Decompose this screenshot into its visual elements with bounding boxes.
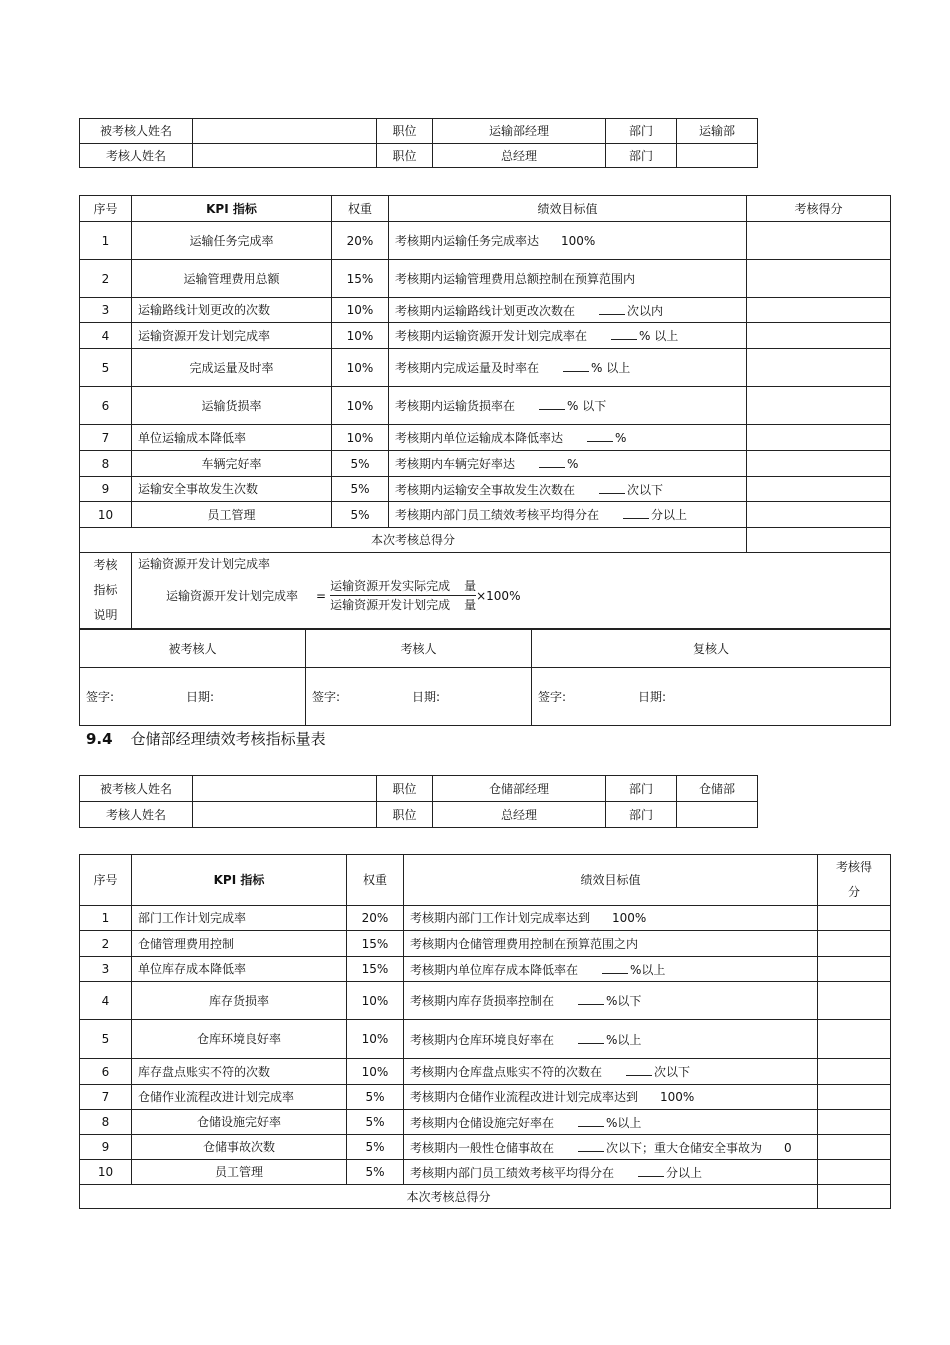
sign-table (79, 629, 891, 726)
row-score-field[interactable] (818, 906, 891, 931)
date-label: 日期: (186, 689, 215, 704)
table-row (80, 1059, 891, 1085)
row-weight: 10% (332, 387, 389, 425)
target-unit-2: 0 (784, 1140, 792, 1155)
appraiser-name-field[interactable] (193, 802, 377, 828)
fill-blank[interactable] (578, 1115, 604, 1127)
row-score-field[interactable] (818, 982, 891, 1020)
row-kpi: 库存货损率 (132, 982, 347, 1020)
formula-den-unit: 量 (464, 598, 477, 612)
position-value: 仓储部经理 (433, 776, 606, 802)
total-score-field[interactable] (747, 528, 891, 553)
target-unit: % (615, 431, 627, 445)
row-weight: 10% (347, 1020, 404, 1059)
row-target (404, 1135, 818, 1160)
t1-info-table (79, 118, 758, 168)
row-weight: 5% (332, 502, 389, 528)
table-row (80, 222, 891, 260)
label-appraiser-name: 考核人姓名 (80, 144, 193, 168)
row-score-field[interactable] (818, 1160, 891, 1185)
explain-label: 考核 指标 说明 (80, 553, 132, 629)
col-weight: 权重 (332, 196, 389, 222)
fill-blank[interactable] (638, 1165, 664, 1177)
row-weight: 15% (347, 931, 404, 957)
row-no: 2 (80, 931, 132, 957)
fill-blank[interactable] (539, 398, 565, 410)
formula-den: 运输资源开发计划完成 (330, 598, 451, 612)
row-target (404, 1085, 818, 1110)
row-kpi: 部门工作计划完成率 (132, 906, 347, 931)
table-row (80, 1135, 891, 1160)
row-weight: 5% (332, 477, 389, 502)
row-score-field[interactable] (747, 260, 891, 298)
row-kpi: 完成运量及时率 (132, 349, 332, 387)
fill-blank[interactable] (563, 360, 589, 372)
target-text: 考核期内仓库盘点账实不符的次数在 (410, 1065, 603, 1079)
position-value: 总经理 (433, 144, 606, 168)
row-target (389, 387, 747, 425)
target-unit: % 以下 (567, 399, 607, 413)
table-row (80, 477, 891, 502)
table-row (80, 1160, 891, 1185)
row-score-field[interactable] (747, 222, 891, 260)
row-score-field[interactable] (818, 931, 891, 957)
row-score-field[interactable] (747, 323, 891, 349)
fill-blank[interactable] (578, 993, 604, 1005)
total-score-label: 本次考核总得分 (80, 1185, 818, 1209)
row-score-field[interactable] (747, 477, 891, 502)
col-kpi: KPI 指标 (132, 196, 332, 222)
row-target (404, 982, 818, 1020)
target-unit: % (567, 457, 579, 471)
sign-cell-reviewer[interactable] (532, 668, 891, 726)
label-department: 部门 (606, 119, 677, 144)
target-text: 考核期内一般性仓储事故在 (410, 1140, 555, 1155)
date-label: 日期: (638, 689, 667, 704)
label-department: 部门 (606, 144, 677, 168)
row-score-field[interactable] (818, 1020, 891, 1059)
table-row (80, 387, 891, 425)
row-score-field[interactable] (747, 425, 891, 451)
row-no: 3 (80, 298, 132, 323)
row-weight: 15% (332, 260, 389, 298)
target-text: 考核期内部门工作计划完成率达到 (410, 911, 591, 925)
fill-blank[interactable] (539, 456, 565, 468)
row-target (389, 323, 747, 349)
row-target (389, 502, 747, 528)
row-kpi: 员工管理 (132, 1160, 347, 1185)
target-unit: % 以上 (639, 329, 679, 343)
row-no: 4 (80, 982, 132, 1020)
row-target (404, 957, 818, 982)
row-score-field[interactable] (747, 451, 891, 477)
target-text: 考核期内仓库环境良好率在 (410, 1032, 555, 1047)
row-no: 7 (80, 1085, 132, 1110)
row-weight: 5% (347, 1110, 404, 1135)
sign-cell-appraisee[interactable] (80, 668, 306, 726)
table-row (80, 323, 891, 349)
department-value: 仓储部 (677, 776, 758, 802)
date-label: 日期: (412, 689, 441, 704)
target-unit: 次以下 (627, 482, 664, 497)
target-unit: %以上 (630, 962, 666, 977)
department-field[interactable] (677, 802, 758, 828)
table-row (80, 982, 891, 1020)
target-text: 考核期内运输管理费用总额控制在预算范围内 (395, 271, 636, 286)
target-text: 考核期内部门员工绩效考核平均得分在 (395, 508, 600, 522)
row-weight: 5% (347, 1135, 404, 1160)
col-score-line1: 考核得 (835, 860, 872, 874)
row-score-field[interactable] (747, 349, 891, 387)
table-row (80, 349, 891, 387)
table-row (80, 957, 891, 982)
label-appraisee-name: 被考核人姓名 (80, 776, 193, 802)
row-no: 1 (80, 222, 132, 260)
row-kpi: 车辆完好率 (132, 451, 332, 477)
fill-blank[interactable] (599, 303, 625, 315)
row-target (404, 931, 818, 957)
section-title-text: 仓储部经理绩效考核指标量表 (130, 730, 326, 748)
appraisee-name-field[interactable] (193, 119, 377, 144)
table-row (80, 451, 891, 477)
row-score-field[interactable] (747, 387, 891, 425)
row-target (389, 222, 747, 260)
row-no: 1 (80, 906, 132, 931)
sign-label: 签字: (312, 689, 341, 704)
fill-blank[interactable] (611, 328, 637, 340)
row-target (389, 451, 747, 477)
target-unit: 100% (660, 1090, 695, 1104)
fill-blank[interactable] (599, 482, 625, 494)
target-text: 考核期内运输任务完成率达 (395, 233, 540, 248)
sign-cell-appraiser[interactable] (306, 668, 532, 726)
row-kpi: 仓储管理费用控制 (132, 931, 347, 957)
formula-num-unit: 量 (464, 579, 477, 593)
row-score-field[interactable] (818, 1135, 891, 1160)
section-number: 9.4 (86, 730, 113, 748)
target-text: 考核期内库存货损率控制在 (410, 994, 555, 1008)
row-no: 9 (80, 1135, 132, 1160)
row-kpi: 运输货损率 (132, 387, 332, 425)
sign-head-reviewer: 复核人 (532, 630, 891, 668)
label-position: 职位 (377, 144, 433, 168)
row-target (404, 906, 818, 931)
target-unit: % 以上 (591, 361, 631, 375)
explain-title: 运输资源开发计划完成率 (138, 557, 271, 571)
table-row (80, 906, 891, 931)
col-score (818, 855, 891, 906)
row-kpi: 单位运输成本降低率 (132, 425, 332, 451)
row-kpi: 仓储作业流程改进计划完成率 (132, 1085, 347, 1110)
target-unit: 分以上 (666, 1165, 703, 1180)
target-text: 考核期内运输路线计划更改次数在 (395, 303, 576, 318)
col-no: 序号 (80, 855, 132, 906)
formula-fraction (330, 577, 476, 614)
row-score-field[interactable] (818, 1059, 891, 1085)
label-position: 职位 (377, 776, 433, 802)
position-value: 运输部经理 (433, 119, 606, 144)
target-unit: 次以下；重大仓储安全事故为 (606, 1140, 763, 1155)
fill-blank[interactable] (578, 1032, 604, 1044)
sign-label: 签字: (86, 689, 115, 704)
t1-kpi-table (79, 195, 891, 629)
target-unit: 次以内 (627, 303, 664, 318)
row-score-field[interactable] (747, 298, 891, 323)
row-no: 6 (80, 387, 132, 425)
formula-left: 运输资源开发计划完成率 (166, 588, 299, 603)
row-target (404, 1160, 818, 1185)
fill-blank[interactable] (623, 507, 649, 519)
row-weight: 10% (332, 298, 389, 323)
table-row (80, 425, 891, 451)
target-text: 考核期内仓储管理费用控制在预算范围之内 (410, 936, 639, 951)
target-unit: 分以上 (651, 508, 688, 522)
row-no: 10 (80, 502, 132, 528)
row-no: 4 (80, 323, 132, 349)
formula-num: 运输资源开发实际完成 (330, 579, 451, 593)
target-text: 考核期内运输货损率在 (395, 399, 516, 413)
t2-info-table (79, 775, 758, 828)
row-target (389, 298, 747, 323)
target-text: 考核期内单位库存成本降低率在 (410, 962, 579, 977)
explain-content (132, 553, 891, 629)
label-position: 职位 (377, 802, 433, 828)
col-target: 绩效目标值 (404, 855, 818, 906)
formula-eq: = (316, 588, 327, 603)
row-kpi: 运输路线计划更改的次数 (132, 298, 332, 323)
target-unit: %以下 (606, 994, 642, 1008)
row-weight: 10% (332, 425, 389, 451)
row-target (404, 1020, 818, 1059)
row-kpi: 仓库环境良好率 (132, 1020, 347, 1059)
label-appraisee-name: 被考核人姓名 (80, 119, 193, 144)
col-score: 考核得分 (747, 196, 891, 222)
col-score-line2: 分 (847, 885, 860, 899)
row-no: 7 (80, 425, 132, 451)
row-weight: 10% (332, 323, 389, 349)
row-weight: 20% (347, 906, 404, 931)
row-score-field[interactable] (818, 1110, 891, 1135)
total-score-field[interactable] (818, 1185, 891, 1209)
row-weight: 10% (332, 349, 389, 387)
table-row (80, 298, 891, 323)
row-kpi: 仓储事故次数 (132, 1135, 347, 1160)
row-no: 9 (80, 477, 132, 502)
fill-blank[interactable] (587, 430, 613, 442)
row-weight: 5% (347, 1085, 404, 1110)
col-weight: 权重 (347, 855, 404, 906)
target-text: 考核期内完成运量及时率在 (395, 361, 540, 375)
target-text: 考核期内仓储设施完好率在 (410, 1115, 555, 1130)
target-unit: 100% (561, 233, 596, 248)
department-value: 运输部 (677, 119, 758, 144)
row-weight: 15% (347, 957, 404, 982)
row-kpi: 单位库存成本降低率 (132, 957, 347, 982)
table-row (80, 260, 891, 298)
target-text: 考核期内运输资源开发计划完成率在 (395, 329, 588, 343)
row-no: 8 (80, 451, 132, 477)
target-text: 考核期内部门员工绩效考核平均得分在 (410, 1165, 615, 1180)
fill-blank[interactable] (626, 1064, 652, 1076)
fill-blank[interactable] (602, 962, 628, 974)
appraisee-name-field[interactable] (193, 776, 377, 802)
fill-blank[interactable] (578, 1140, 604, 1152)
label-department: 部门 (606, 802, 677, 828)
t2-kpi-table (79, 854, 891, 1209)
target-text: 考核期内单位运输成本降低率达 (395, 431, 564, 445)
row-kpi: 运输安全事故发生次数 (132, 477, 332, 502)
table-row (80, 1110, 891, 1135)
row-kpi: 员工管理 (132, 502, 332, 528)
row-weight: 20% (332, 222, 389, 260)
appraiser-name-field[interactable] (193, 144, 377, 168)
row-no: 10 (80, 1160, 132, 1185)
table-row (80, 1085, 891, 1110)
col-target: 绩效目标值 (389, 196, 747, 222)
row-target (389, 349, 747, 387)
row-kpi: 库存盘点账实不符的次数 (132, 1059, 347, 1085)
row-kpi: 仓储设施完好率 (132, 1110, 347, 1135)
label-department: 部门 (606, 776, 677, 802)
total-score-label: 本次考核总得分 (80, 528, 747, 553)
section-title (86, 729, 326, 749)
formula (166, 577, 884, 614)
row-target (404, 1059, 818, 1085)
target-text: 考核期内运输安全事故发生次数在 (395, 482, 576, 497)
table-row (80, 502, 891, 528)
row-weight: 10% (347, 1059, 404, 1085)
row-weight: 5% (347, 1160, 404, 1185)
row-no: 3 (80, 957, 132, 982)
position-value: 总经理 (433, 802, 606, 828)
row-target (389, 260, 747, 298)
label-appraiser-name: 考核人姓名 (80, 802, 193, 828)
target-text: 考核期内仓储作业流程改进计划完成率达到 (410, 1090, 639, 1104)
row-no: 5 (80, 1020, 132, 1059)
department-field[interactable] (677, 144, 758, 168)
row-score-field[interactable] (818, 957, 891, 982)
sign-label: 签字: (538, 689, 567, 704)
formula-tail: ×100% (476, 588, 521, 603)
row-kpi: 运输管理费用总额 (132, 260, 332, 298)
target-unit: 次以下 (654, 1065, 691, 1079)
label-position: 职位 (377, 119, 433, 144)
table-row (80, 931, 891, 957)
row-kpi: 运输任务完成率 (132, 222, 332, 260)
sign-head-appraisee: 被考核人 (80, 630, 306, 668)
col-kpi: KPI 指标 (132, 855, 347, 906)
row-score-field[interactable] (747, 502, 891, 528)
row-target (389, 477, 747, 502)
sign-head-appraiser: 考核人 (306, 630, 532, 668)
col-no: 序号 (80, 196, 132, 222)
row-weight: 10% (347, 982, 404, 1020)
row-no: 5 (80, 349, 132, 387)
row-no: 2 (80, 260, 132, 298)
target-unit: 100% (612, 911, 647, 925)
row-target (389, 425, 747, 451)
row-kpi: 运输资源开发计划完成率 (132, 323, 332, 349)
target-text: 考核期内车辆完好率达 (395, 457, 516, 471)
row-score-field[interactable] (818, 1085, 891, 1110)
target-unit: %以上 (606, 1115, 642, 1130)
row-weight: 5% (332, 451, 389, 477)
target-unit: %以上 (606, 1032, 642, 1047)
row-target (404, 1110, 818, 1135)
row-no: 8 (80, 1110, 132, 1135)
row-no: 6 (80, 1059, 132, 1085)
table-row (80, 1020, 891, 1059)
